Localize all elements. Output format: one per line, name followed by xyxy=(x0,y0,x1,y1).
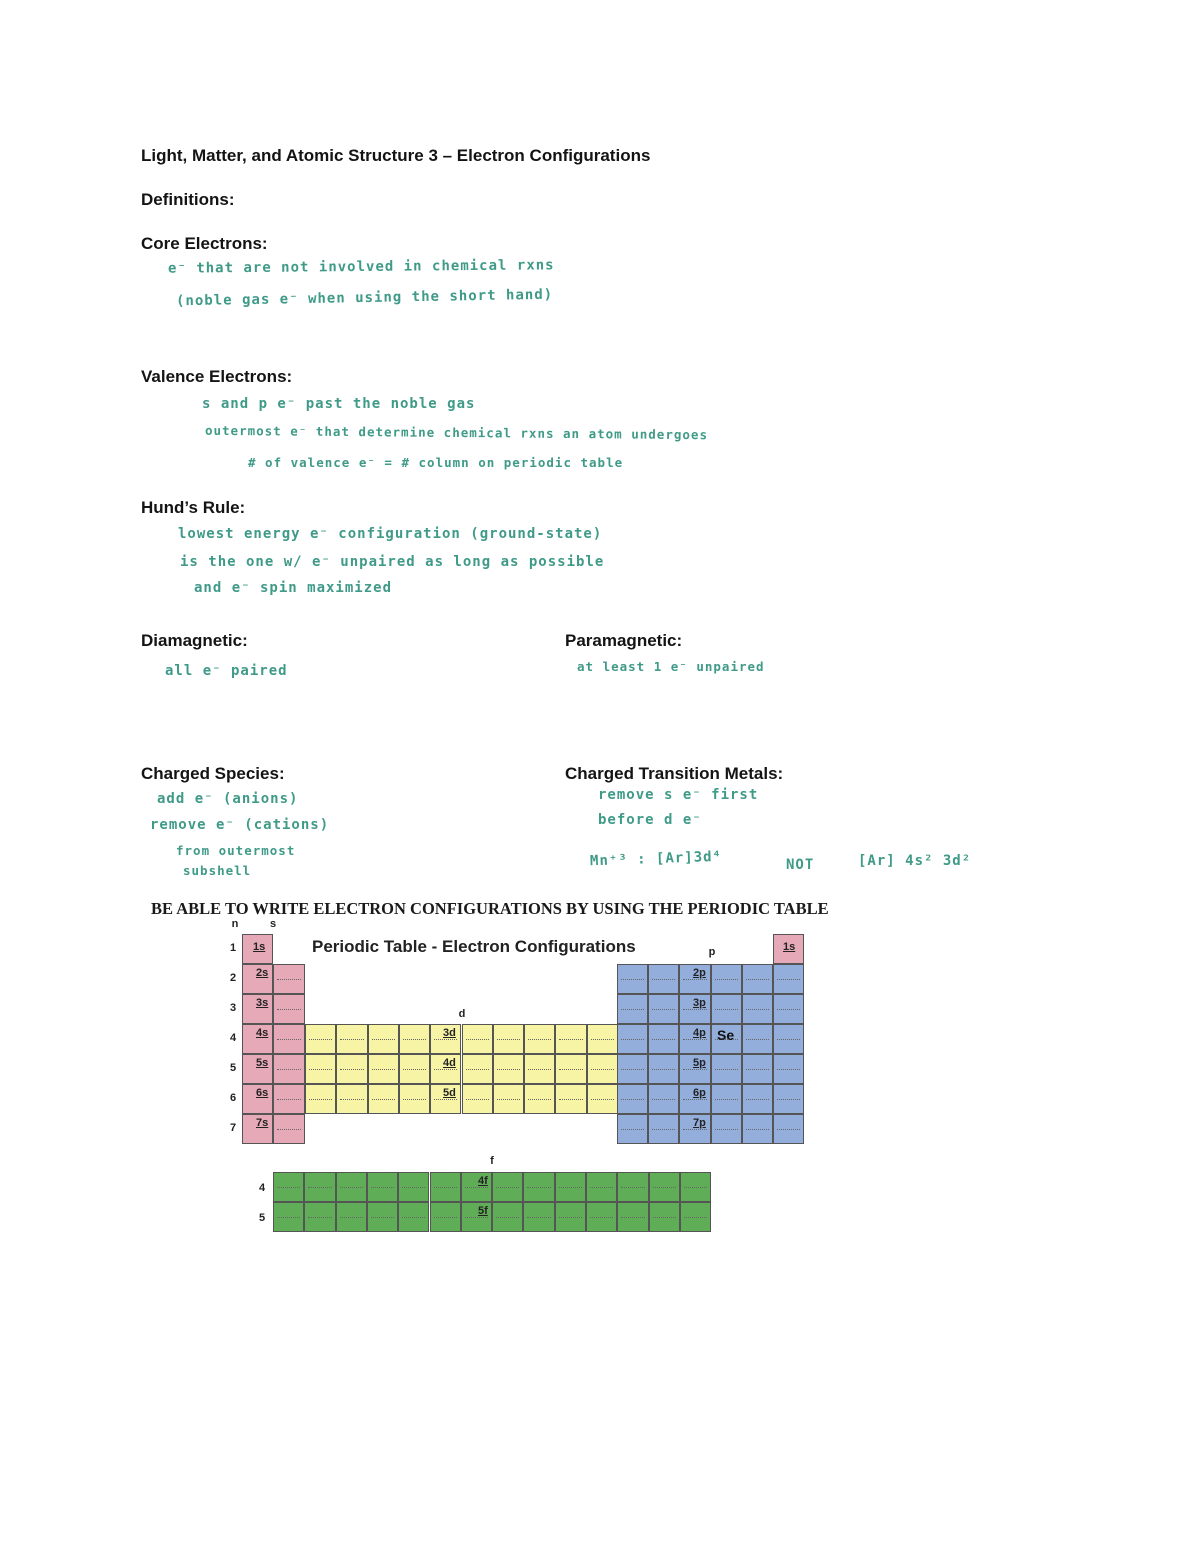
table-cell-f-block xyxy=(492,1172,523,1202)
table-cell-p-block xyxy=(711,994,742,1024)
table-cell-f-block xyxy=(586,1202,617,1232)
charged-tm-heading: Charged Transition Metals: xyxy=(565,764,784,783)
hunds-rule-heading: Hund’s Rule: xyxy=(141,498,246,517)
valence-note-2: outermost e⁻ that determine chemical rxns an atom undergoes xyxy=(204,422,709,443)
table-cell-f-block xyxy=(680,1172,711,1202)
block-label: 2s xyxy=(256,967,269,979)
table-cell-p-block xyxy=(711,1114,742,1144)
block-label: 3p xyxy=(693,997,706,1009)
table-cell-f-block xyxy=(398,1202,429,1232)
table-cell-d-block xyxy=(493,1024,524,1054)
table-cell-p-block xyxy=(711,964,742,994)
table-cell-f-block xyxy=(273,1202,304,1232)
table-cell-d-block xyxy=(368,1054,399,1084)
table-cell-p-block xyxy=(773,964,804,994)
charged-tm-wrong: [Ar] 4s² 3d² xyxy=(858,853,972,869)
table-cell-p-block xyxy=(773,1024,804,1054)
block-label: 7p xyxy=(693,1117,706,1129)
table-cell-f-block xyxy=(617,1202,648,1232)
table-cell-f-block xyxy=(336,1202,367,1232)
block-label: 5s xyxy=(256,1057,269,1069)
table-cell-f-block xyxy=(523,1172,554,1202)
block-label: 4s xyxy=(256,1027,269,1039)
table-cell-f-block xyxy=(555,1202,586,1232)
table-cell-d-block xyxy=(305,1084,336,1114)
table-cell-d-block xyxy=(399,1054,430,1084)
table-cell-p-block xyxy=(617,1024,648,1054)
table-cell-p-block xyxy=(617,964,648,994)
block-label: 6s xyxy=(256,1087,269,1099)
block-label: 3d xyxy=(443,1027,456,1039)
table-cell-p-block xyxy=(648,1054,679,1084)
valence-note-1: s and p e⁻ past the noble gas xyxy=(202,396,476,412)
table-cell-d-block xyxy=(399,1024,430,1054)
table-cell-p-block xyxy=(742,1024,773,1054)
period-label: 2 xyxy=(229,972,237,984)
table-cell-p-block xyxy=(648,964,679,994)
n-label: n xyxy=(231,918,239,930)
block-label: 4d xyxy=(443,1057,456,1069)
period-label: 5 xyxy=(229,1062,237,1074)
paramagnetic-heading: Paramagnetic: xyxy=(565,631,683,650)
block-label: 7s xyxy=(256,1117,269,1129)
hund-note-2: is the one w/ e⁻ unpaired as long as possible xyxy=(180,554,605,570)
charged-tm-note-2: before d e⁻ xyxy=(598,812,702,828)
table-cell-f-block xyxy=(555,1172,586,1202)
table-cell-f-block xyxy=(367,1202,398,1232)
table-cell-f-block xyxy=(649,1202,680,1232)
table-cell-d-block xyxy=(524,1054,555,1084)
table-cell-f-block xyxy=(367,1172,398,1202)
table-cell-d-block xyxy=(368,1084,399,1114)
table-cell-p-block xyxy=(617,994,648,1024)
period-label: 4 xyxy=(229,1032,237,1044)
table-cell-d-block xyxy=(336,1054,367,1084)
table-cell-f-block xyxy=(649,1172,680,1202)
table-cell-s-block xyxy=(273,964,304,994)
table-cell-d-block xyxy=(587,1084,618,1114)
charged-species-note-3: from outermost xyxy=(176,843,296,858)
diamagnetic-note: all e⁻ paired xyxy=(165,663,288,679)
table-cell-d-block xyxy=(524,1024,555,1054)
table-cell-f-block xyxy=(398,1172,429,1202)
period-label: 1 xyxy=(229,942,237,954)
block-label: 5f xyxy=(478,1205,488,1217)
table-cell-d-block xyxy=(493,1054,524,1084)
table-cell-s-block xyxy=(273,1114,304,1144)
table-cell-d-block xyxy=(493,1084,524,1114)
table-cell-p-block xyxy=(617,1114,648,1144)
valence-electrons-heading: Valence Electrons: xyxy=(141,367,293,386)
table-cell-f-block xyxy=(336,1172,367,1202)
table-cell-d-block xyxy=(336,1084,367,1114)
selenium-marker: Se xyxy=(717,1027,735,1043)
block-label: 1s xyxy=(783,941,796,953)
core-electrons-heading: Core Electrons: xyxy=(141,234,268,253)
table-cell-p-block xyxy=(742,964,773,994)
table-cell-f-block xyxy=(523,1202,554,1232)
table-cell-p-block xyxy=(742,1114,773,1144)
table-cell-p-block xyxy=(773,1084,804,1114)
table-cell-p-block xyxy=(773,994,804,1024)
table-cell-s-block xyxy=(273,994,304,1024)
period-label: 6 xyxy=(229,1092,237,1104)
periodic-table-title: Periodic Table - Electron Configurations xyxy=(312,937,636,956)
definitions-heading: Definitions: xyxy=(141,190,235,209)
table-cell-f-block xyxy=(617,1172,648,1202)
s-label: s xyxy=(269,918,277,930)
f-label: f xyxy=(490,1155,494,1167)
table-cell-p-block xyxy=(742,1084,773,1114)
table-cell-d-block xyxy=(462,1054,493,1084)
core-note-2: (noble gas e⁻ when using the short hand) xyxy=(175,286,554,310)
table-cell-p-block xyxy=(648,1114,679,1144)
table-cell-f-block xyxy=(304,1202,335,1232)
table-cell-d-block xyxy=(336,1024,367,1054)
table-cell-d-block xyxy=(305,1054,336,1084)
table-cell-d-block xyxy=(587,1054,618,1084)
block-label: 2p xyxy=(693,967,706,979)
page-title: Light, Matter, and Atomic Structure 3 – Electron Configurations xyxy=(141,146,651,165)
charged-species-heading: Charged Species: xyxy=(141,764,285,783)
hund-note-1: lowest energy e⁻ configuration (ground-state) xyxy=(178,526,603,542)
charged-tm-example: Mn⁺³ : [Ar]3d⁴ xyxy=(589,848,723,870)
valence-note-3: # of valence e⁻ = # column on periodic table xyxy=(248,455,624,470)
table-cell-f-block xyxy=(273,1172,304,1202)
table-cell-d-block xyxy=(305,1024,336,1054)
table-cell-p-block xyxy=(617,1084,648,1114)
table-cell-f-block xyxy=(430,1202,461,1232)
table-cell-d-block xyxy=(368,1024,399,1054)
block-label: 6p xyxy=(693,1087,706,1099)
table-cell-p-block xyxy=(711,1084,742,1114)
table-cell-s-block xyxy=(273,1024,304,1054)
core-note-1: e⁻ that are not involved in chemical rxns xyxy=(167,257,555,277)
table-cell-s-block xyxy=(273,1084,304,1114)
table-cell-f-block xyxy=(492,1202,523,1232)
block-label: 5p xyxy=(693,1057,706,1069)
charged-species-note-2: remove e⁻ (cations) xyxy=(150,817,330,833)
f-period-label: 4 xyxy=(258,1182,266,1194)
charged-tm-note-1: remove s e⁻ first xyxy=(598,787,759,803)
table-cell-d-block xyxy=(555,1054,586,1084)
hund-note-3: and e⁻ spin maximized xyxy=(194,580,393,596)
block-label: 4p xyxy=(693,1027,706,1039)
table-cell-d-block xyxy=(399,1084,430,1114)
charged-species-note-4: subshell xyxy=(183,863,252,878)
table-cell-p-block xyxy=(648,994,679,1024)
table-cell-p-block xyxy=(711,1054,742,1084)
table-cell-f-block xyxy=(430,1172,461,1202)
table-cell-d-block xyxy=(587,1024,618,1054)
table-cell-p-block xyxy=(617,1054,648,1084)
block-label: 5d xyxy=(443,1087,456,1099)
banner-instruction: BE ABLE TO WRITE ELECTRON CONFIGURATIONS BY USING THE PERIODIC TABLE xyxy=(151,899,829,918)
table-cell-p-block xyxy=(742,1054,773,1084)
period-label: 7 xyxy=(229,1122,237,1134)
block-label: 3s xyxy=(256,997,269,1009)
charged-tm-not: NOT xyxy=(786,857,815,873)
table-cell-d-block xyxy=(462,1024,493,1054)
table-cell-p-block xyxy=(648,1084,679,1114)
table-cell-p-block xyxy=(773,1114,804,1144)
table-cell-f-block xyxy=(586,1172,617,1202)
table-cell-d-block xyxy=(524,1084,555,1114)
table-cell-d-block xyxy=(555,1084,586,1114)
table-cell-p-block xyxy=(742,994,773,1024)
f-period-label: 5 xyxy=(258,1212,266,1224)
charged-species-note-1: add e⁻ (anions) xyxy=(157,791,299,807)
table-cell-p-block xyxy=(648,1024,679,1054)
block-label: 4f xyxy=(478,1175,488,1187)
table-cell-d-block xyxy=(462,1084,493,1114)
period-label: 3 xyxy=(229,1002,237,1014)
p-label: p xyxy=(708,946,716,958)
table-cell-f-block xyxy=(680,1202,711,1232)
paramagnetic-note: at least 1 e⁻ unpaired xyxy=(577,659,765,674)
table-cell-p-block xyxy=(773,1054,804,1084)
table-cell-s-block xyxy=(273,1054,304,1084)
d-label: d xyxy=(458,1008,466,1020)
block-label: 1s xyxy=(253,941,266,953)
diamagnetic-heading: Diamagnetic: xyxy=(141,631,248,650)
table-cell-f-block xyxy=(304,1172,335,1202)
table-cell-d-block xyxy=(555,1024,586,1054)
